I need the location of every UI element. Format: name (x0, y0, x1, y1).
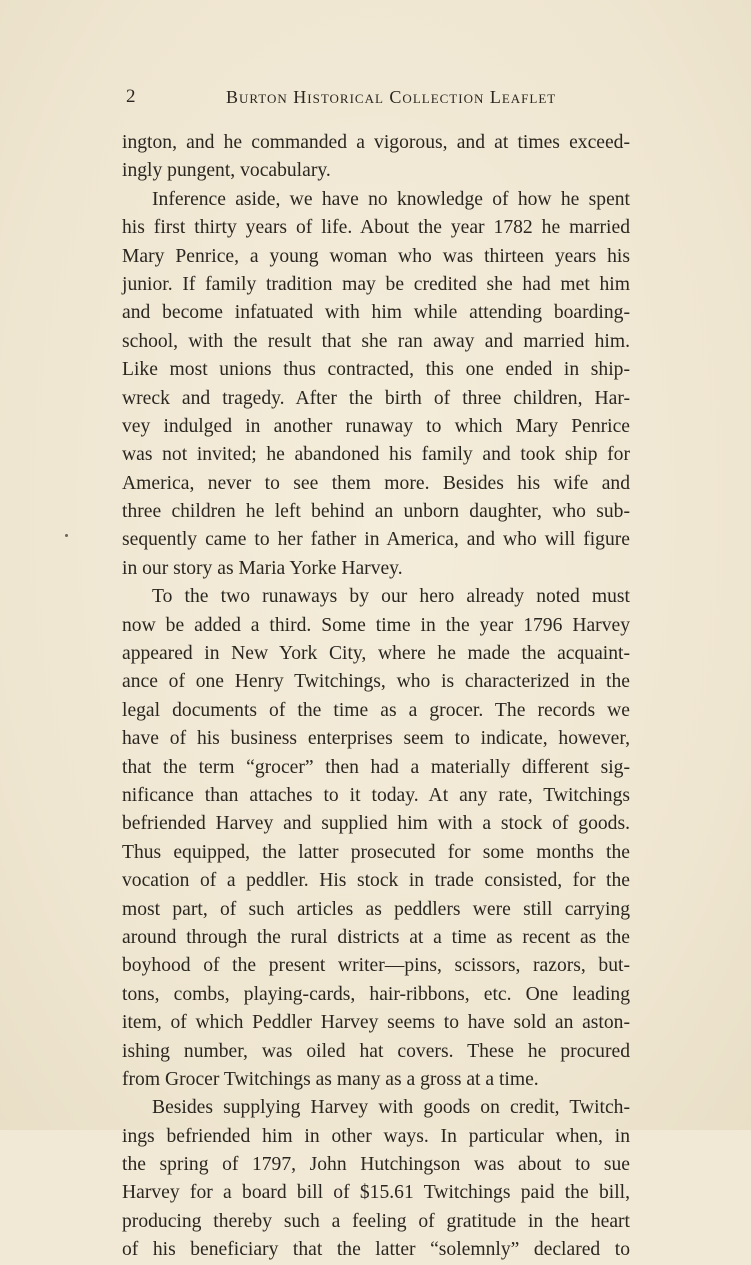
text-line: vocation of a peddler. His stock in trade consisted, for the (122, 870, 630, 892)
text-line: in our story as Maria Yorke Harvey. (122, 557, 403, 579)
text-line: nificance than attaches to it today. At any rate, Twitchings (122, 784, 630, 806)
text-line: now be added a third. Some time in the year 1796 Harvey (122, 614, 630, 636)
text-line: producing thereby such a feeling of gratitude in the heart (122, 1210, 630, 1232)
text-line: America, never to see them more. Besides his wife and (122, 472, 630, 494)
text-line: school, with the result that she ran away and married him. (122, 330, 630, 352)
text-line: befriended Harvey and supplied him with a stock of goods. (122, 813, 630, 835)
text-line: Mary Penrice, a young woman who was thirteen years his (122, 245, 630, 267)
text-line: around through the rural districts at a time as recent as the (122, 926, 630, 948)
text-line: was not invited; he abandoned his family and took ship for (122, 444, 630, 466)
body-text (122, 129, 630, 1265)
text-line: ishing number, was oiled hat covers. These he procured (122, 1040, 630, 1062)
text-line: and become infatuated with him while attending boarding- (122, 302, 630, 324)
text-line: wreck and tragedy. After the birth of three children, Har- (122, 387, 630, 409)
text-line: boyhood of the present writer—pins, scissors, razors, but- (122, 955, 630, 977)
text-line: vey indulged in another runaway to which Mary Penrice (122, 415, 630, 437)
running-head: Burton Historical Collection Leaflet (226, 87, 557, 107)
text-line: most part, of such articles as peddlers were still carrying (122, 898, 630, 920)
text-line: ance of one Henry Twitchings, who is characterized in the (122, 671, 630, 693)
page-number: 2 (126, 86, 136, 107)
text-line: Thus equipped, the latter prosecuted for some months the (122, 841, 630, 863)
text-line: that the term “grocer” then had a materially different sig- (122, 756, 630, 778)
text-line: Like most unions thus contracted, this one ended in ship- (122, 359, 630, 381)
text-line: three children he left behind an unborn daughter, who sub- (122, 501, 630, 523)
text-line: the spring of 1797, John Hutchingson was about to sue (122, 1154, 630, 1176)
text-line: of his beneficiary that the latter “solemnly” declared to (122, 1239, 630, 1261)
text-line: ington, and he commanded a vigorous, and at times exceed- (122, 132, 630, 153)
text-line: have of his business enterprises seem to indicate, however, (122, 728, 630, 750)
text-line: legal documents of the time as a grocer. The records we (122, 699, 630, 721)
paragraph-start-line: To the two runaways by our hero already noted must (152, 586, 630, 608)
text-line: tons, combs, playing-cards, hair-ribbons, etc. One leading (122, 983, 630, 1005)
paragraph-start-line: Inference aside, we have no knowledge of how he spent (152, 188, 630, 210)
text-line: ings befriended him in other ways. In particular when, in (122, 1125, 630, 1147)
page-header (122, 86, 630, 110)
text-line: junior. If family tradition may be credited she had met him (122, 273, 630, 295)
text-line: from Grocer Twitchings as many as a gross at a time. (122, 1068, 539, 1090)
margin-ink-speck (65, 534, 68, 537)
text-line: item, of which Peddler Harvey seems to have sold an aston- (122, 1012, 630, 1034)
text-line: Harvey for a board bill of $15.61 Twitchings paid the bill, (122, 1182, 630, 1204)
text-line: appeared in New York City, where he made the acquaint- (122, 643, 630, 665)
text-line: sequently came to her father in America, and who will figure (122, 529, 630, 551)
text-line: ingly pungent, vocabulary. (122, 160, 331, 182)
paragraph-start-line: Besides supplying Harvey with goods on credit, Twitch- (152, 1097, 630, 1119)
text-line: his first thirty years of life. About the year 1782 he married (122, 217, 630, 239)
